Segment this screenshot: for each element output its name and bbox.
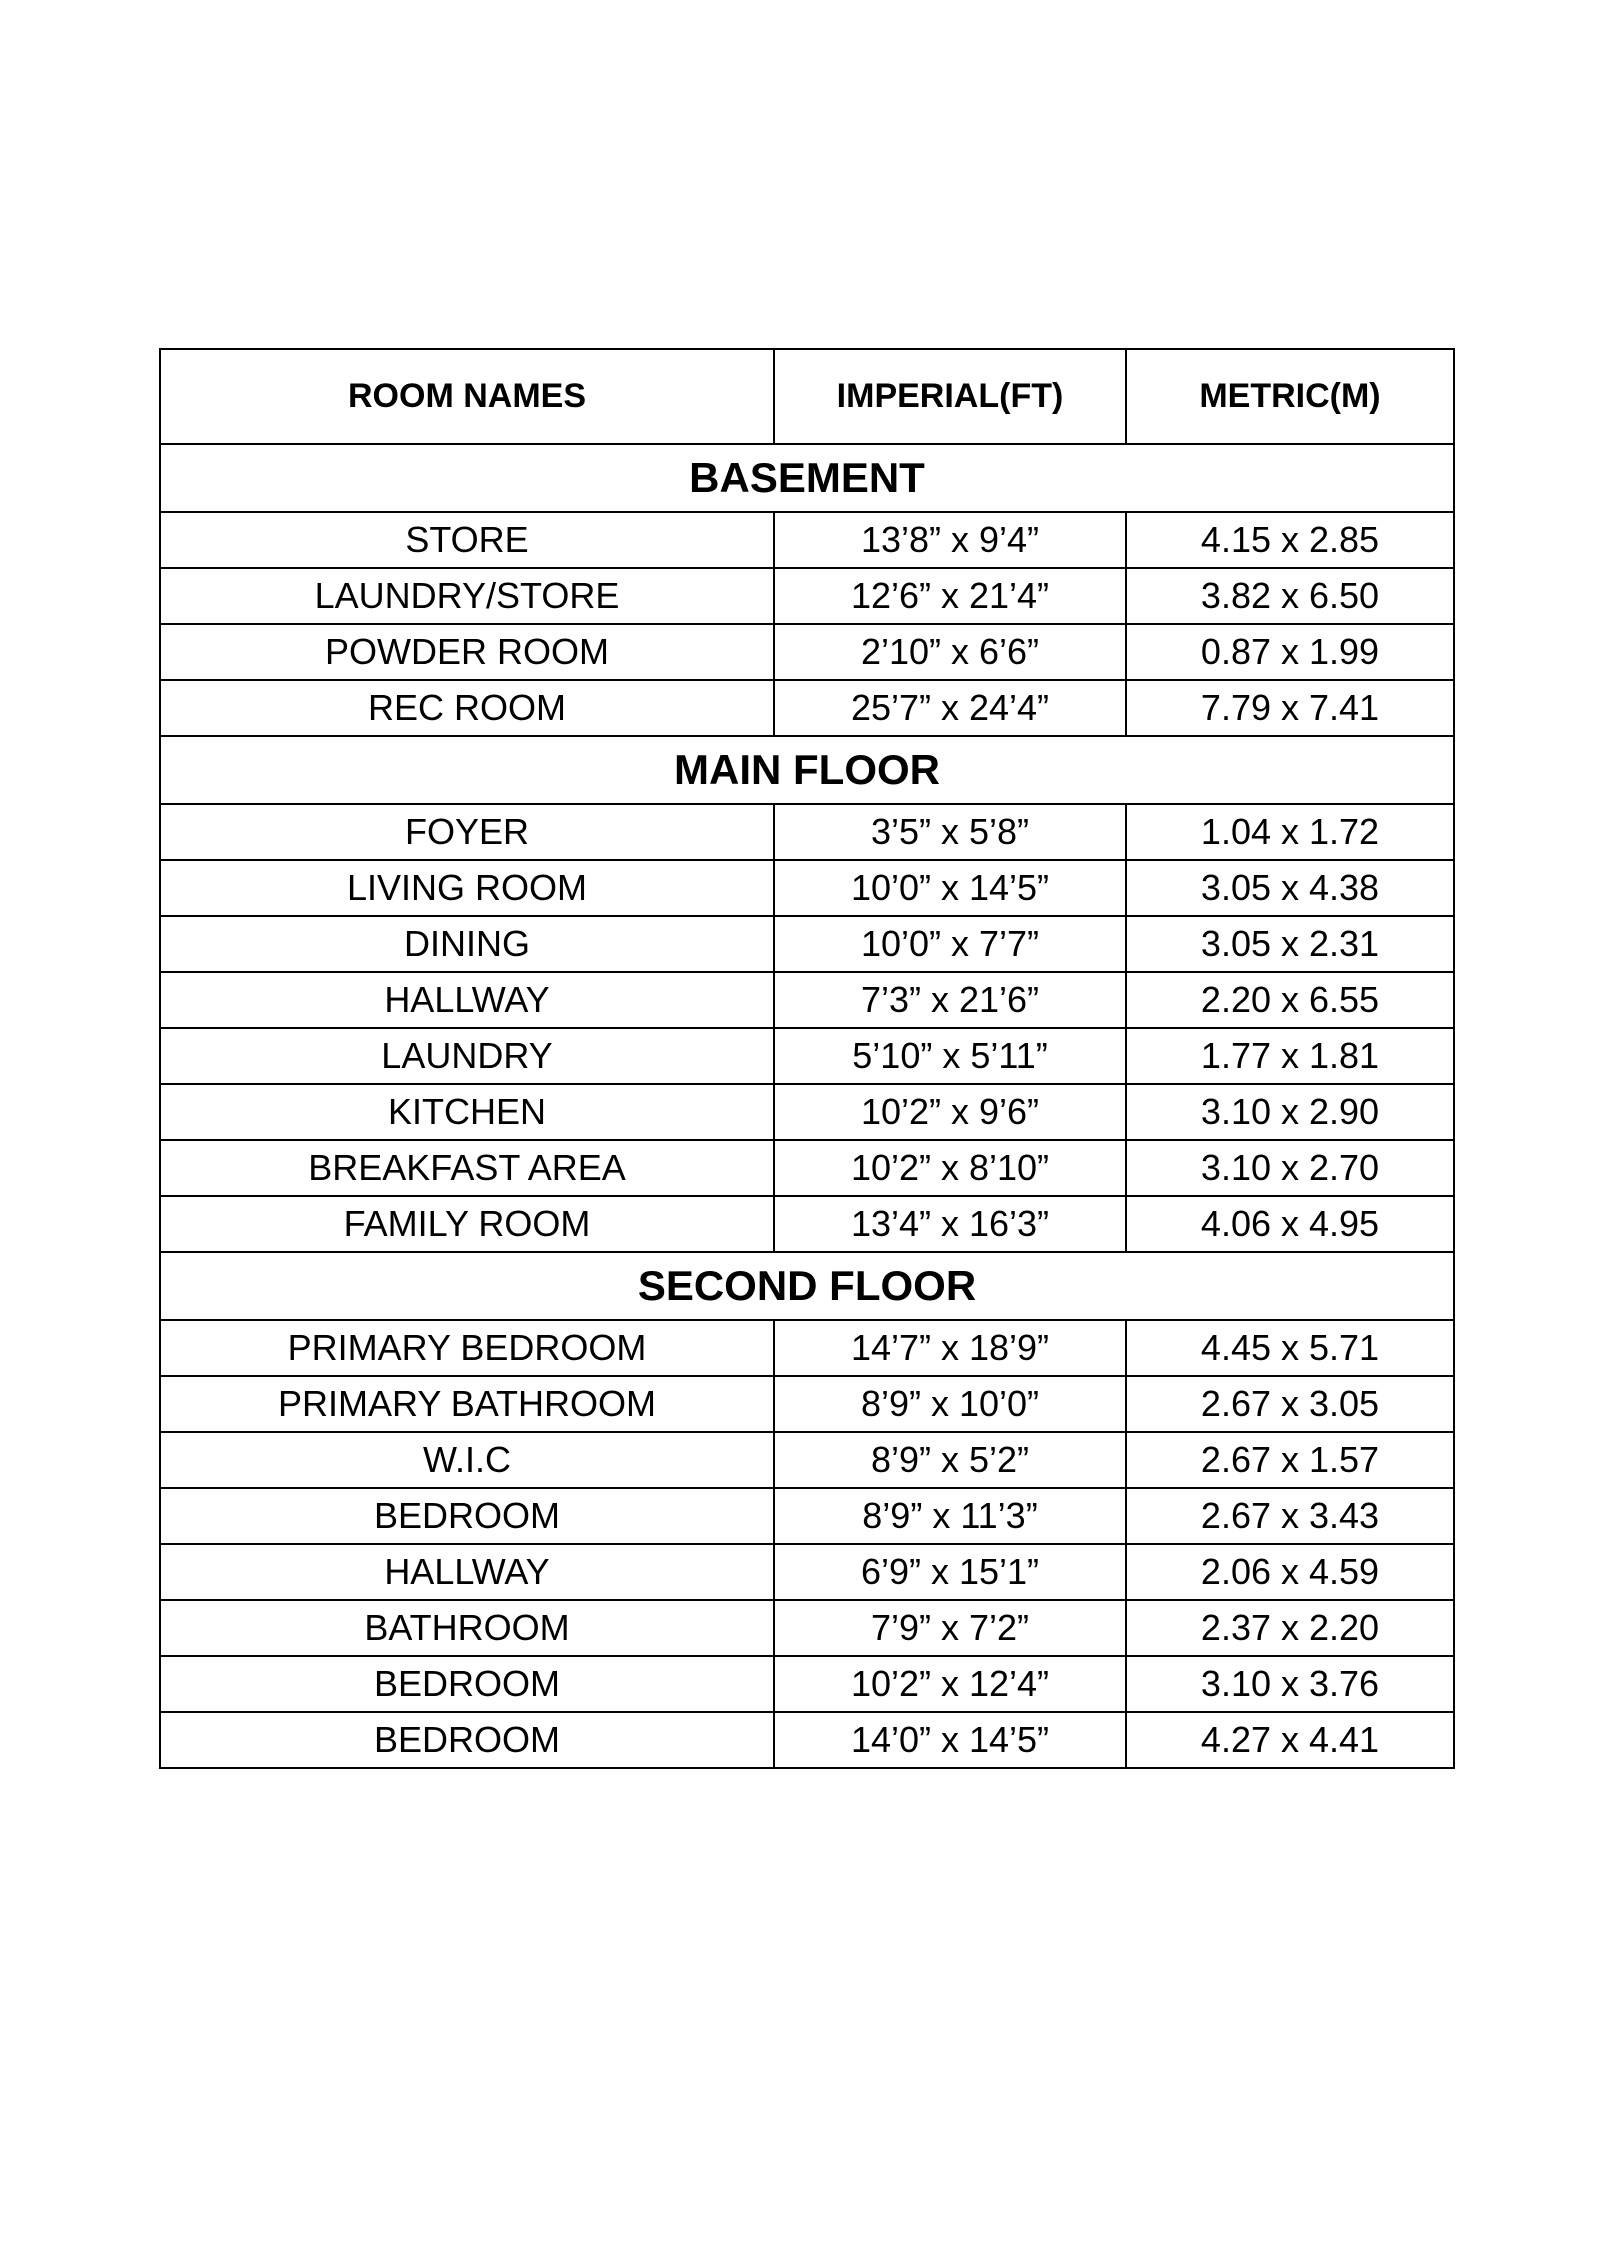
imperial-size: 13’4” x 16’3” <box>774 1196 1126 1252</box>
room-name: POWDER ROOM <box>160 624 774 680</box>
metric-size: 2.06 x 4.59 <box>1126 1544 1454 1600</box>
section-title: SECOND FLOOR <box>160 1252 1454 1320</box>
room-name: FAMILY ROOM <box>160 1196 774 1252</box>
imperial-size: 14’7” x 18’9” <box>774 1320 1126 1376</box>
imperial-size: 7’3” x 21’6” <box>774 972 1126 1028</box>
metric-size: 3.10 x 3.76 <box>1126 1656 1454 1712</box>
metric-size: 1.04 x 1.72 <box>1126 804 1454 860</box>
metric-size: 7.79 x 7.41 <box>1126 680 1454 736</box>
table-row <box>160 512 1454 568</box>
room-name: PRIMARY BEDROOM <box>160 1320 774 1376</box>
room-name: DINING <box>160 916 774 972</box>
header-metric: METRIC(M) <box>1126 349 1454 444</box>
imperial-size: 13’8” x 9’4” <box>774 512 1126 568</box>
metric-size: 2.67 x 1.57 <box>1126 1432 1454 1488</box>
table-row <box>160 1320 1454 1376</box>
imperial-size: 3’5” x 5’8” <box>774 804 1126 860</box>
room-name: KITCHEN <box>160 1084 774 1140</box>
table-row <box>160 804 1454 860</box>
imperial-size: 14’0” x 14’5” <box>774 1712 1126 1768</box>
table-row <box>160 1600 1454 1656</box>
metric-size: 2.67 x 3.05 <box>1126 1376 1454 1432</box>
metric-size: 3.82 x 6.50 <box>1126 568 1454 624</box>
imperial-size: 6’9” x 15’1” <box>774 1544 1126 1600</box>
imperial-size: 2’10” x 6’6” <box>774 624 1126 680</box>
table-row <box>160 972 1454 1028</box>
metric-size: 3.10 x 2.90 <box>1126 1084 1454 1140</box>
room-name: LAUNDRY/STORE <box>160 568 774 624</box>
imperial-size: 10’0” x 7’7” <box>774 916 1126 972</box>
imperial-size: 10’0” x 14’5” <box>774 860 1126 916</box>
table-row <box>160 1196 1454 1252</box>
table-row <box>160 1656 1454 1712</box>
room-name: PRIMARY BATHROOM <box>160 1376 774 1432</box>
room-name: HALLWAY <box>160 1544 774 1600</box>
imperial-size: 7’9” x 7’2” <box>774 1600 1126 1656</box>
table-row <box>160 1028 1454 1084</box>
table-row <box>160 568 1454 624</box>
imperial-size: 25’7” x 24’4” <box>774 680 1126 736</box>
header-imperial: IMPERIAL(FT) <box>774 349 1126 444</box>
room-name: STORE <box>160 512 774 568</box>
table-row <box>160 1544 1454 1600</box>
section-row-basement <box>160 444 1454 512</box>
metric-size: 3.05 x 4.38 <box>1126 860 1454 916</box>
table-row <box>160 1488 1454 1544</box>
section-row-second-floor <box>160 1252 1454 1320</box>
room-name: FOYER <box>160 804 774 860</box>
room-name: W.I.C <box>160 1432 774 1488</box>
imperial-size: 8’9” x 10’0” <box>774 1376 1126 1432</box>
table-row <box>160 1140 1454 1196</box>
metric-size: 0.87 x 1.99 <box>1126 624 1454 680</box>
table-row <box>160 1712 1454 1768</box>
table-row <box>160 1432 1454 1488</box>
room-name: REC ROOM <box>160 680 774 736</box>
room-name: BREAKFAST AREA <box>160 1140 774 1196</box>
metric-size: 3.05 x 2.31 <box>1126 916 1454 972</box>
metric-size: 4.06 x 4.95 <box>1126 1196 1454 1252</box>
table-row <box>160 624 1454 680</box>
imperial-size: 12’6” x 21’4” <box>774 568 1126 624</box>
imperial-size: 8’9” x 11’3” <box>774 1488 1126 1544</box>
section-title: MAIN FLOOR <box>160 736 1454 804</box>
section-row-main-floor <box>160 736 1454 804</box>
room-name: BATHROOM <box>160 1600 774 1656</box>
imperial-size: 10’2” x 8’10” <box>774 1140 1126 1196</box>
metric-size: 4.27 x 4.41 <box>1126 1712 1454 1768</box>
room-name: LIVING ROOM <box>160 860 774 916</box>
table-row <box>160 1084 1454 1140</box>
table-body <box>160 444 1454 1768</box>
room-name: BEDROOM <box>160 1488 774 1544</box>
room-name: LAUNDRY <box>160 1028 774 1084</box>
metric-size: 2.37 x 2.20 <box>1126 1600 1454 1656</box>
metric-size: 1.77 x 1.81 <box>1126 1028 1454 1084</box>
imperial-size: 5’10” x 5’11” <box>774 1028 1126 1084</box>
room-dimensions-table <box>159 348 1455 1769</box>
room-name: BEDROOM <box>160 1712 774 1768</box>
header-room-names: ROOM NAMES <box>160 349 774 444</box>
metric-size: 2.67 x 3.43 <box>1126 1488 1454 1544</box>
metric-size: 3.10 x 2.70 <box>1126 1140 1454 1196</box>
imperial-size: 10’2” x 9’6” <box>774 1084 1126 1140</box>
metric-size: 4.45 x 5.71 <box>1126 1320 1454 1376</box>
table-row <box>160 860 1454 916</box>
metric-size: 2.20 x 6.55 <box>1126 972 1454 1028</box>
imperial-size: 8’9” x 5’2” <box>774 1432 1126 1488</box>
imperial-size: 10’2” x 12’4” <box>774 1656 1126 1712</box>
table-header-row <box>160 349 1454 444</box>
room-name: HALLWAY <box>160 972 774 1028</box>
table-row <box>160 1376 1454 1432</box>
room-name: BEDROOM <box>160 1656 774 1712</box>
metric-size: 4.15 x 2.85 <box>1126 512 1454 568</box>
table-row <box>160 680 1454 736</box>
table-row <box>160 916 1454 972</box>
section-title: BASEMENT <box>160 444 1454 512</box>
